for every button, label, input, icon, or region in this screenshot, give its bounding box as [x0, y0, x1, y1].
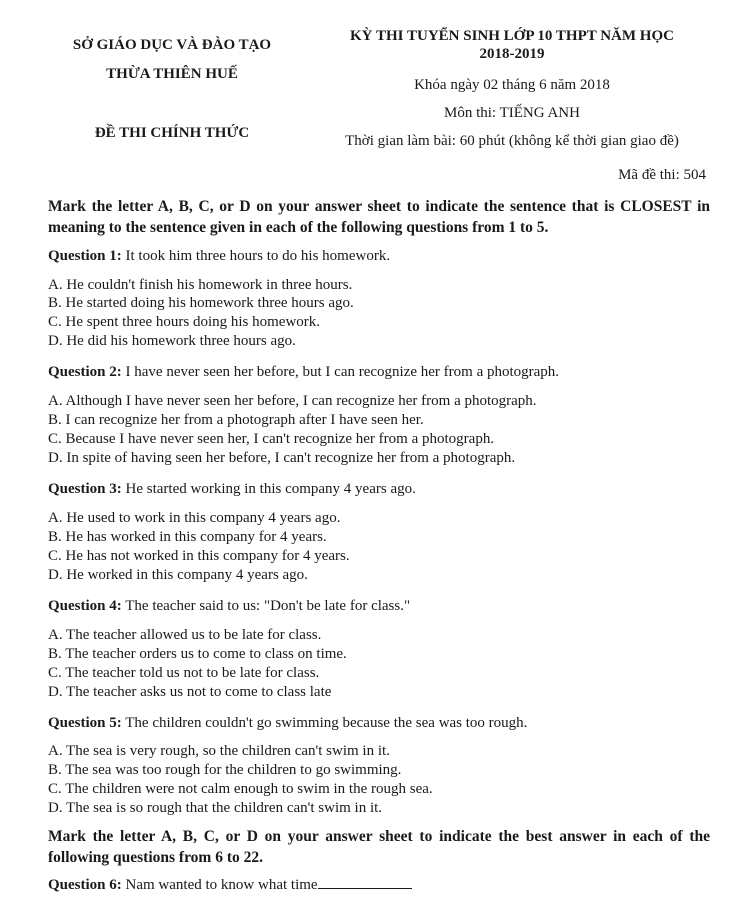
question-6	[48, 876, 412, 895]
question-text: The teacher said to us: "Don't be late for class."	[121, 598, 411, 614]
option-b: B. The sea was too rough for the children to go swimming.	[48, 762, 402, 778]
exam-title: KỲ THI TUYỂN SINH LỚP 10 THPT NĂM HỌC	[350, 28, 674, 44]
option-c: C. He spent three hours doing his homework.	[48, 314, 321, 330]
question-2	[48, 363, 559, 382]
option-b: B. He started doing his homework three hours ago.	[48, 295, 354, 311]
department-name: SỞ GIÁO DỤC VÀ ĐÀO TẠO	[72, 37, 272, 53]
option-a: A. Although I have never seen her before, I can recognize her from a photograph.	[48, 393, 537, 409]
question-number: Question 4:	[48, 598, 122, 614]
option-d: D. The teacher asks us not to come to class late	[48, 684, 332, 700]
question-text: I have never seen her before, but I can recognize her from a photograph.	[121, 364, 560, 380]
question-4	[48, 597, 410, 616]
exam-code: Mã đề thi: 504	[618, 167, 706, 183]
exam-date: Khóa ngày 02 tháng 6 năm 2018	[414, 77, 610, 93]
question-text: He started working in this company 4 years ago.	[121, 481, 416, 497]
option-b: B. I can recognize her from a photograph after I have seen her.	[48, 412, 424, 428]
option-a: A. He used to work in this company 4 years ago.	[48, 510, 341, 526]
section1-instruction: Mark the letter A, B, C, or D on your answer sheet to indicate the sentence that is CLOSEST in meaning to the sentence given in each of the following questions from 1 to 5.	[48, 198, 710, 236]
question-text: The children couldn't go swimming because the sea was too rough.	[121, 715, 528, 731]
school-year: 2018-2019	[479, 46, 545, 62]
question-number: Question 6:	[48, 877, 122, 893]
question-number: Question 5:	[48, 715, 122, 731]
option-c: C. The children were not calm enough to swim in the rough sea.	[48, 781, 433, 797]
question-number: Question 2:	[48, 364, 122, 380]
answer-blank	[318, 876, 412, 889]
option-a: A. He couldn't finish his homework in three hours.	[48, 277, 353, 293]
option-d: D. He did his homework three hours ago.	[48, 333, 296, 349]
question-1	[48, 247, 390, 266]
option-d: D. The sea is so rough that the children can't swim in it.	[48, 800, 383, 816]
exam-subject: Môn thi: TIẾNG ANH	[444, 105, 580, 121]
option-d: D. In spite of having seen her before, I can't recognize her from a photograph.	[48, 450, 516, 466]
question-text: Nam wanted to know what time	[121, 877, 318, 893]
option-c: C. He has not worked in this company for 4 years.	[48, 548, 350, 564]
official-exam-label: ĐỀ THI CHÍNH THỨC	[94, 125, 250, 141]
option-b: B. The teacher orders us to come to class on time.	[48, 646, 347, 662]
question-5	[48, 714, 527, 733]
option-a: A. The teacher allowed us to be late for class.	[48, 627, 322, 643]
option-c: C. Because I have never seen her, I can't recognize her from a photograph.	[48, 431, 495, 447]
option-d: D. He worked in this company 4 years ago.	[48, 567, 308, 583]
question-number: Question 1:	[48, 248, 122, 264]
question-3	[48, 480, 416, 499]
section2-instruction: Mark the letter A, B, C, or D on your answer sheet to indicate the best answer in each of the following questions from 6 to 22.	[48, 828, 710, 866]
province-name: THỪA THIÊN HUẾ	[106, 66, 238, 82]
option-c: C. The teacher told us not to be late for class.	[48, 665, 320, 681]
option-b: B. He has worked in this company for 4 years.	[48, 529, 327, 545]
exam-duration: Thời gian làm bài: 60 phút (không kể thời gian giao đề)	[345, 133, 679, 149]
question-number: Question 3:	[48, 481, 122, 497]
option-a: A. The sea is very rough, so the children can't swim in it.	[48, 743, 390, 759]
question-text: It took him three hours to do his homework.	[121, 248, 391, 264]
